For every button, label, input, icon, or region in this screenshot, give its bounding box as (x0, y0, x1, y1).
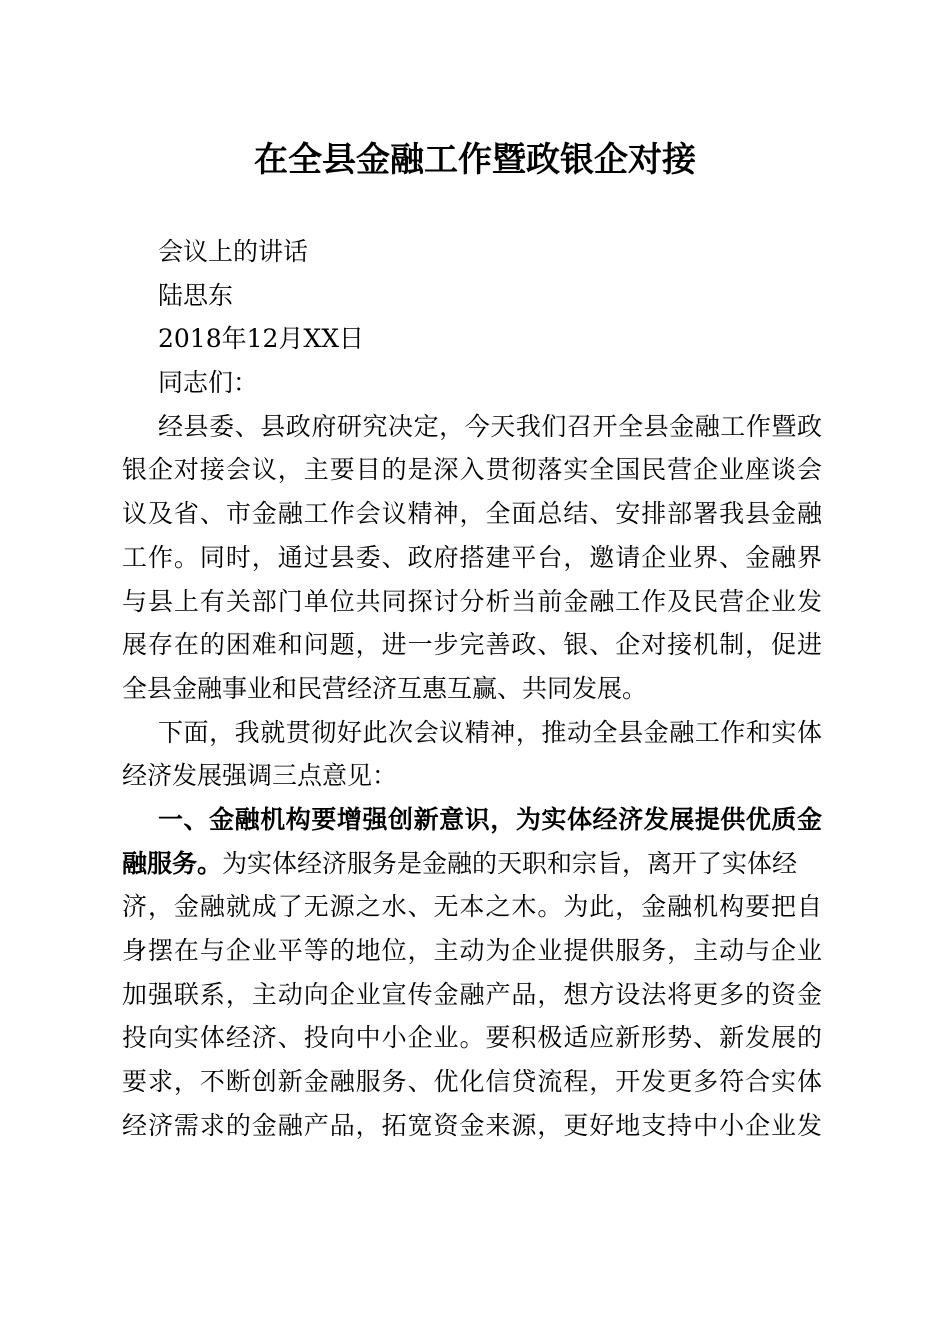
text-line: 工作。同时，通过县委、政府搭建平台，邀请企业界、金融界 (122, 542, 822, 572)
section-heading: 一、金融机构要增强创新意识，为实体经济发展提供优质金 (158, 804, 822, 834)
text-line: 经县委、县政府研究决定，今天我们召开全县金融工作暨政 (158, 411, 822, 441)
document-body (122, 230, 822, 1147)
text-line: 银企对接会议，主要目的是深入贯彻落实全国民营企业座谈会 (122, 455, 822, 485)
text-line: 与县上有关部门单位共同探讨分析当前金融工作及民营企业发 (122, 586, 822, 616)
section-1 (122, 798, 822, 1148)
text-line: 经济需求的金融产品，拓宽资金来源，更好地支持中小企业发 (122, 1110, 822, 1140)
text-line: 展存在的困难和问题，进一步完善政、银、企对接机制，促进 (122, 630, 822, 660)
text-line: 下面，我就贯彻好此次会议精神，推动全县金融工作和实体 (158, 717, 822, 747)
date: 2018年12月XX日 (158, 324, 365, 354)
text-line: 全县金融事业和民营经济互惠互赢、共同发展。 (122, 673, 648, 703)
text-line: 济，金融就成了无源之水、无本之木。为此，金融机构要把自 (122, 892, 822, 922)
salutation: 同志们： (158, 368, 259, 398)
subtitle: 会议上的讲话 (158, 237, 309, 266)
text-line (122, 842, 822, 886)
text-line: 身摆在与企业平等的地位，主动为企业提供服务，主动与企业 (122, 936, 822, 965)
paragraph-intro (122, 405, 822, 711)
paragraph-outline (122, 711, 822, 798)
text-line: 加强联系，主动向企业宣传金融产品，想方设法将更多的资金 (122, 979, 822, 1009)
section-heading-end: 融服务。 (122, 848, 223, 878)
text-line: 经济发展强调三点意见： (122, 761, 398, 791)
text-line: 议及省、市金融工作会议精神，全面总结、安排部署我县金融 (122, 499, 822, 529)
author: 陆思东 (158, 280, 234, 310)
text-line: 要求，不断创新金融服务、优化信贷流程，开发更多符合实体 (122, 1067, 822, 1097)
text-line: 投向实体经济、投向中小企业。要积极适应新形势、新发展的 (122, 1023, 822, 1053)
text-span: 为实体经济服务是金融的天职和宗旨，离开了实体经 (222, 848, 798, 878)
document-title: 在全县金融工作暨政银企对接 (254, 140, 696, 180)
